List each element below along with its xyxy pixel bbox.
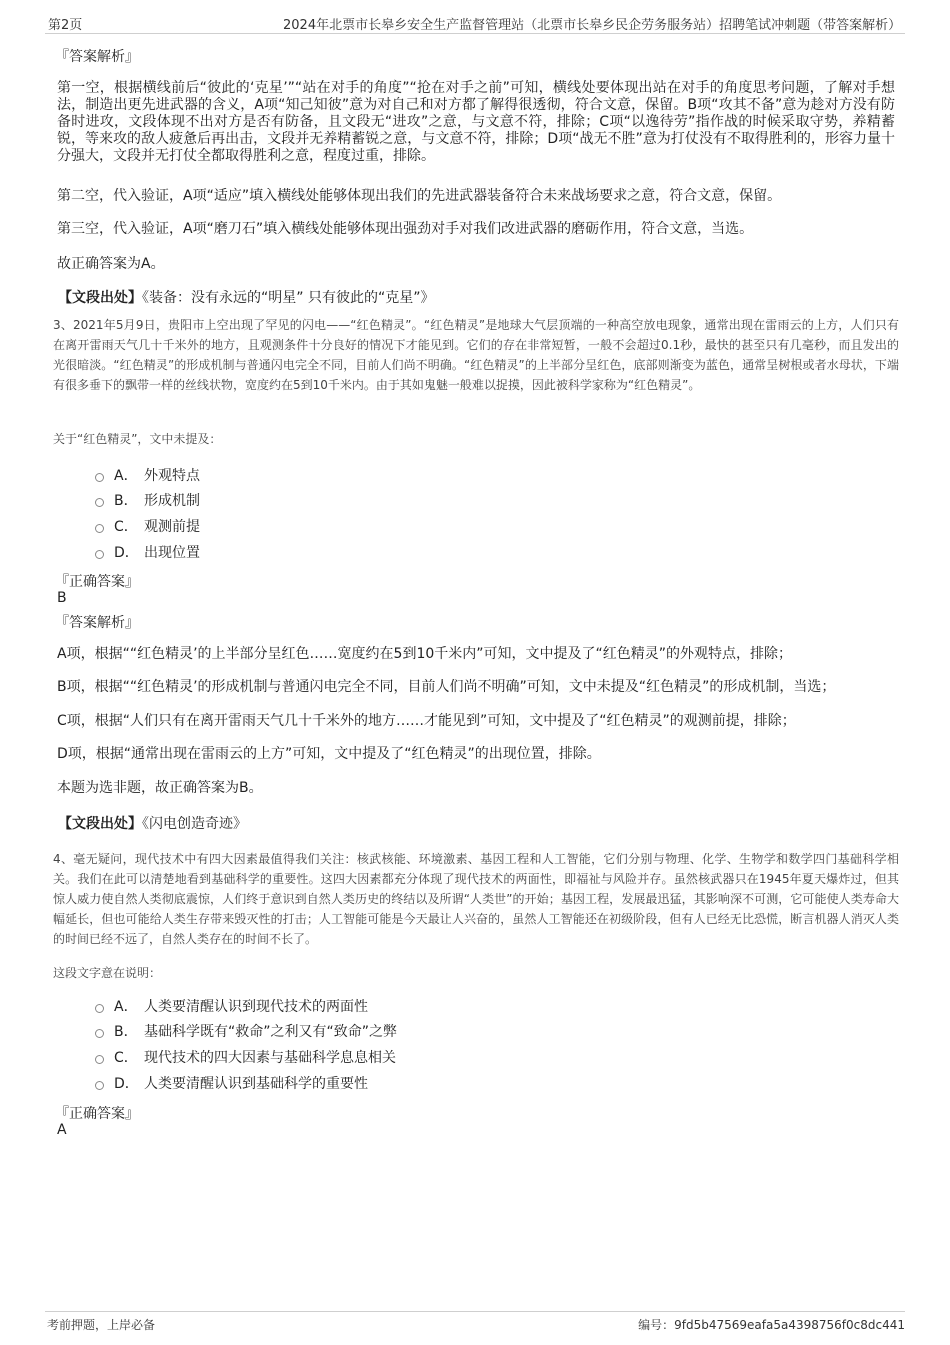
q3-analysis-b: B项，根据““红色精灵’的形成机制与普通闪电完全不同，目前人们尚不明确”可知，文中未提及“红色精灵”的形成机制，当选； xyxy=(57,679,836,695)
q4-option-c[interactable]: C． 现代技术的四大因素与基础科学息息相关 xyxy=(95,1047,396,1067)
q3-correct-answer: B xyxy=(57,590,67,606)
q3-option-b[interactable]: B． 形成机制 xyxy=(95,490,200,510)
radio-icon[interactable] xyxy=(95,1081,104,1090)
q2-analysis-p1: 第一空，根据横线前后“彼此的‘克星’”“站在对手的角度”“抢在对手之前”可知，横线处要体现出站在对手的角度思考问题，了解对手想法，制造出更先进武器的含义，A项“知己知彼”意为对自己和对方都了解得很透彻，符合文意，保留。B项“攻其不备”意为趁对方没有防备时进攻，文段体现不出对方是否有防备，且文段无“进攻”之意，与文意不符，排除；C项“以逸待劳”指作战的时候采取守势，养精蓄锐，等来攻的敌人疲惫后再出击，文段并无养精蓄锐之意，与文意不符，排除；D项“战无不胜”意为打仗没有不取得胜利的，形容力量十分强大，文段并无打仗全都取得胜利之意，程度过重，排除。 xyxy=(57,80,895,164)
q2-source-title: 《装备：没有永远的“明星” 只有彼此的“克星”》 xyxy=(142,290,435,306)
footer-divider xyxy=(45,1311,905,1312)
q3-prompt: 关于“红色精灵”，文中未提及： xyxy=(53,432,222,446)
q4-prompt: 这段文字意在说明： xyxy=(53,966,162,980)
document-title: 2024年北票市长皋乡安全生产监督管理站（北票市长皋乡民企劳务服务站）招聘笔试冲刺题（带答案解析） xyxy=(283,18,902,33)
q2-analysis-p4: 故正确答案为A。 xyxy=(57,256,165,272)
q3-correct-label: 『正确答案』 xyxy=(55,574,139,590)
q2-analysis-p2: 第二空，代入验证，A项“适应”填入横线处能够体现出我们的先进武器装备符合未来战场要求之意，符合文意，保留。 xyxy=(57,188,782,204)
q3-analysis-a: A项，根据““红色精灵’的上半部分呈红色……宽度约在5到10千米内”可知，文中提及了“红色精灵”的外观特点，排除； xyxy=(57,646,793,662)
q4-option-b[interactable]: B． 基础科学既有“救命”之利又有“致命”之弊 xyxy=(95,1021,397,1041)
header-divider xyxy=(45,33,905,34)
footer-slogan: 考前押题，上岸必备 xyxy=(47,1318,156,1332)
q3-analysis-c: C项，根据“人们只有在离开雷雨天气几十千米外的地方……才能见到”可知，文中提及了“红色精灵”的观测前提，排除； xyxy=(57,713,796,729)
q2-analysis-p3: 第三空，代入验证，A项“磨刀石”填入横线处能够体现出强劲对手对我们改进武器的磨砺作用，符合文意，当选。 xyxy=(57,221,754,237)
q4-correct-answer: A xyxy=(57,1122,67,1138)
q4-correct-label: 『正确答案』 xyxy=(55,1106,139,1122)
q3-analysis-d: D项，根据“通常出现在雷雨云的上方”可知，文中提及了“红色精灵”的出现位置，排除。 xyxy=(57,746,601,762)
page-number: 第2页 xyxy=(48,18,83,33)
radio-icon[interactable] xyxy=(95,1004,104,1013)
q4-option-d[interactable]: D． 人类要清醒认识到基础科学的重要性 xyxy=(95,1073,368,1093)
q3-option-d[interactable]: D． 出现位置 xyxy=(95,542,200,562)
radio-icon[interactable] xyxy=(95,524,104,533)
radio-icon[interactable] xyxy=(95,473,104,482)
q4-option-a[interactable]: A． 人类要清醒认识到现代技术的两面性 xyxy=(95,996,368,1016)
radio-icon[interactable] xyxy=(95,550,104,559)
radio-icon[interactable] xyxy=(95,1029,104,1038)
q3-source xyxy=(58,813,247,833)
q3-source-label: 【文段出处】 xyxy=(58,816,142,832)
q4-stem: 4、毫无疑问，现代技术中有四大因素最值得我们关注：核武核能、环境激素、基因工程和人工智能，它们分别与物理、化学、生物学和数学四门基础科学相关。我们在此可以清楚地看到基础科学的重要性。这四大因素都充分体现了现代技术的两面性，即福祉与风险并存。虽然核武器只在1945年夏天爆炸过，但其惊人威力使自然人类彻底震惊，人们终于意识到自然人类历史的终结以及所谓“人类世”的开始；基因工程，发展最迅猛，其影响深不可测，它可能使人类寿命大幅延长，但也可能给人类生存带来毁灭性的打击；人工智能可能是今天最让人兴奋的，虽然人工智能还在初级阶段，但有人已经无比恐慌，断言机器人消灭人类的时间已经不远了，自然人类存在的时间不长了。 xyxy=(53,852,899,946)
document-id: 编号：9fd5b47569eafa5a4398756f0c8dc441 xyxy=(638,1318,905,1332)
q2-source xyxy=(58,287,434,307)
q3-source-title: 《闪电创造奇迹》 xyxy=(142,816,247,832)
q3-option-a[interactable]: A． 外观特点 xyxy=(95,465,200,485)
radio-icon[interactable] xyxy=(95,498,104,507)
q3-analysis-label: 『答案解析』 xyxy=(55,615,139,631)
q2-analysis-label: 『答案解析』 xyxy=(55,49,139,65)
q2-source-label: 【文段出处】 xyxy=(58,290,142,306)
q3-option-c[interactable]: C． 观测前提 xyxy=(95,516,200,536)
q3-analysis-conclusion: 本题为选非题，故正确答案为B。 xyxy=(57,780,263,796)
q3-stem: 3、2021年5月9日，贵阳市上空出现了罕见的闪电——“红色精灵”。“红色精灵”是地球大气层顶端的一种高空放电现象，通常出现在雷雨云的上方，人们只有在离开雷雨天气几十千米外的地方，且观测条件十分良好的情况下才能见到。它们的存在非常短暂，一般不会超过0.1秒，最快的甚至只有几毫秒，而且发出的光很暗淡。“红色精灵”的形成机制与普通闪电完全不同，目前人们尚不明确。“红色精灵”的上半部分呈红色，底部则渐变为蓝色，通常呈树根或者水母状，下端有很多垂下的飘带一样的丝线状物，宽度约在5到10千米内。由于其如鬼魅一般难以捉摸，因此被科学家称为“红色精灵”。 xyxy=(53,318,899,392)
radio-icon[interactable] xyxy=(95,1055,104,1064)
